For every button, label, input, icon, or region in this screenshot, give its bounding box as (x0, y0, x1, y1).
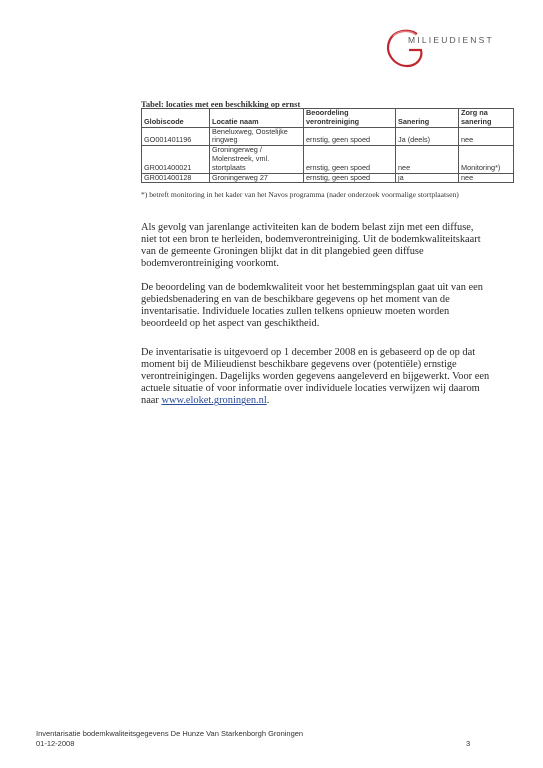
logo-wordmark: MILIEUDIENST (408, 35, 494, 45)
table-row (142, 146, 514, 173)
cell-sanering: ja (396, 173, 459, 183)
eloket-link[interactable]: www.eloket.groningen.nl (161, 395, 267, 407)
col-header-beoordeling: Beoordeling verontreiniging (304, 109, 396, 128)
logo-swirl-icon (383, 26, 443, 72)
cell-zorg: nee (459, 173, 514, 183)
cell-globiscode: GR001400128 (142, 173, 210, 183)
table-caption: Tabel: locaties met een beschikking op ernst (141, 99, 301, 109)
col-header-sanering: Sanering (396, 109, 459, 128)
paragraph-beoordeling: De beoordeling van de bodemkwaliteit voor het bestemmingsplan gaat uit van een gebiedsbenadering en van de beschikbare gegevens op het moment van de inventarisatie. Individuele locaties zullen telkens opnieuw moeten worden beoordeeld op het aspect van geschiktheid. (141, 282, 483, 330)
paragraph-inventarisatie (141, 347, 491, 407)
cell-locatie-naam: Groningerweg / Molenstreek, vml. stortplaats (210, 146, 304, 173)
cell-beoordeling: ernstig, geen spoed (304, 146, 396, 173)
col-header-locatie-naam: Locatie naam (210, 109, 304, 128)
footer-date: 01-12-2008 (36, 738, 75, 748)
paragraph-text: De inventarisatie is uitgevoerd op 1 december 2008 en is gebaseerd op de op dat moment bij de Milieudienst beschikbare gegevens over (potentiële) ernstige verontreinigingen. Dagelijks worden gegevens aangeleverd en bijgewerkt. Voor een actuele situatie of voor informatie over individuele locaties verwijzen wij daarom naar (141, 347, 490, 407)
table-row (142, 127, 514, 146)
table-header-row (142, 109, 514, 128)
cell-locatie-naam: Groningerweg 27 (210, 173, 304, 183)
milieudienst-logo (383, 26, 503, 72)
table-footnote: *) betreft monitoring in het kader van het Navos programma (nader onderzoek voormalige stortplaatsen) (141, 190, 459, 199)
paragraph-diffuse: Als gevolg van jarenlange activiteiten kan de bodem belast zijn met een diffuse, niet tot een bron te herleiden, bodemverontreiniging. Uit de bodemkwaliteitskaart van de gemeente Groningen blijkt dat in dit plangebied geen diffuse bodemverontreiniging voorkomt. (141, 222, 481, 270)
locations-table (141, 108, 514, 183)
cell-sanering: nee (396, 146, 459, 173)
cell-zorg: nee (459, 127, 514, 146)
col-header-globiscode: Globiscode (142, 109, 210, 128)
cell-sanering: Ja (deels) (396, 127, 459, 146)
cell-globiscode: GO001401196 (142, 127, 210, 146)
cell-beoordeling: ernstig, geen spoed (304, 127, 396, 146)
footer-title: Inventarisatie bodemkwaliteitsgegevens De Hunze Van Starkenborgh Groningen (36, 729, 304, 738)
col-header-zorg-na-sanering: Zorg na sanering (459, 109, 514, 128)
page-footer (36, 729, 303, 748)
cell-locatie-naam: Beneluxweg, Oostelijke ringweg (210, 127, 304, 146)
paragraph-end: . (266, 395, 270, 407)
table-row (142, 173, 514, 183)
cell-globiscode: GR001400021 (142, 146, 210, 173)
page-number: 3 (466, 739, 471, 748)
cell-zorg: Monitoring*) (459, 146, 514, 173)
cell-beoordeling: ernstig, geen spoed (304, 173, 396, 183)
